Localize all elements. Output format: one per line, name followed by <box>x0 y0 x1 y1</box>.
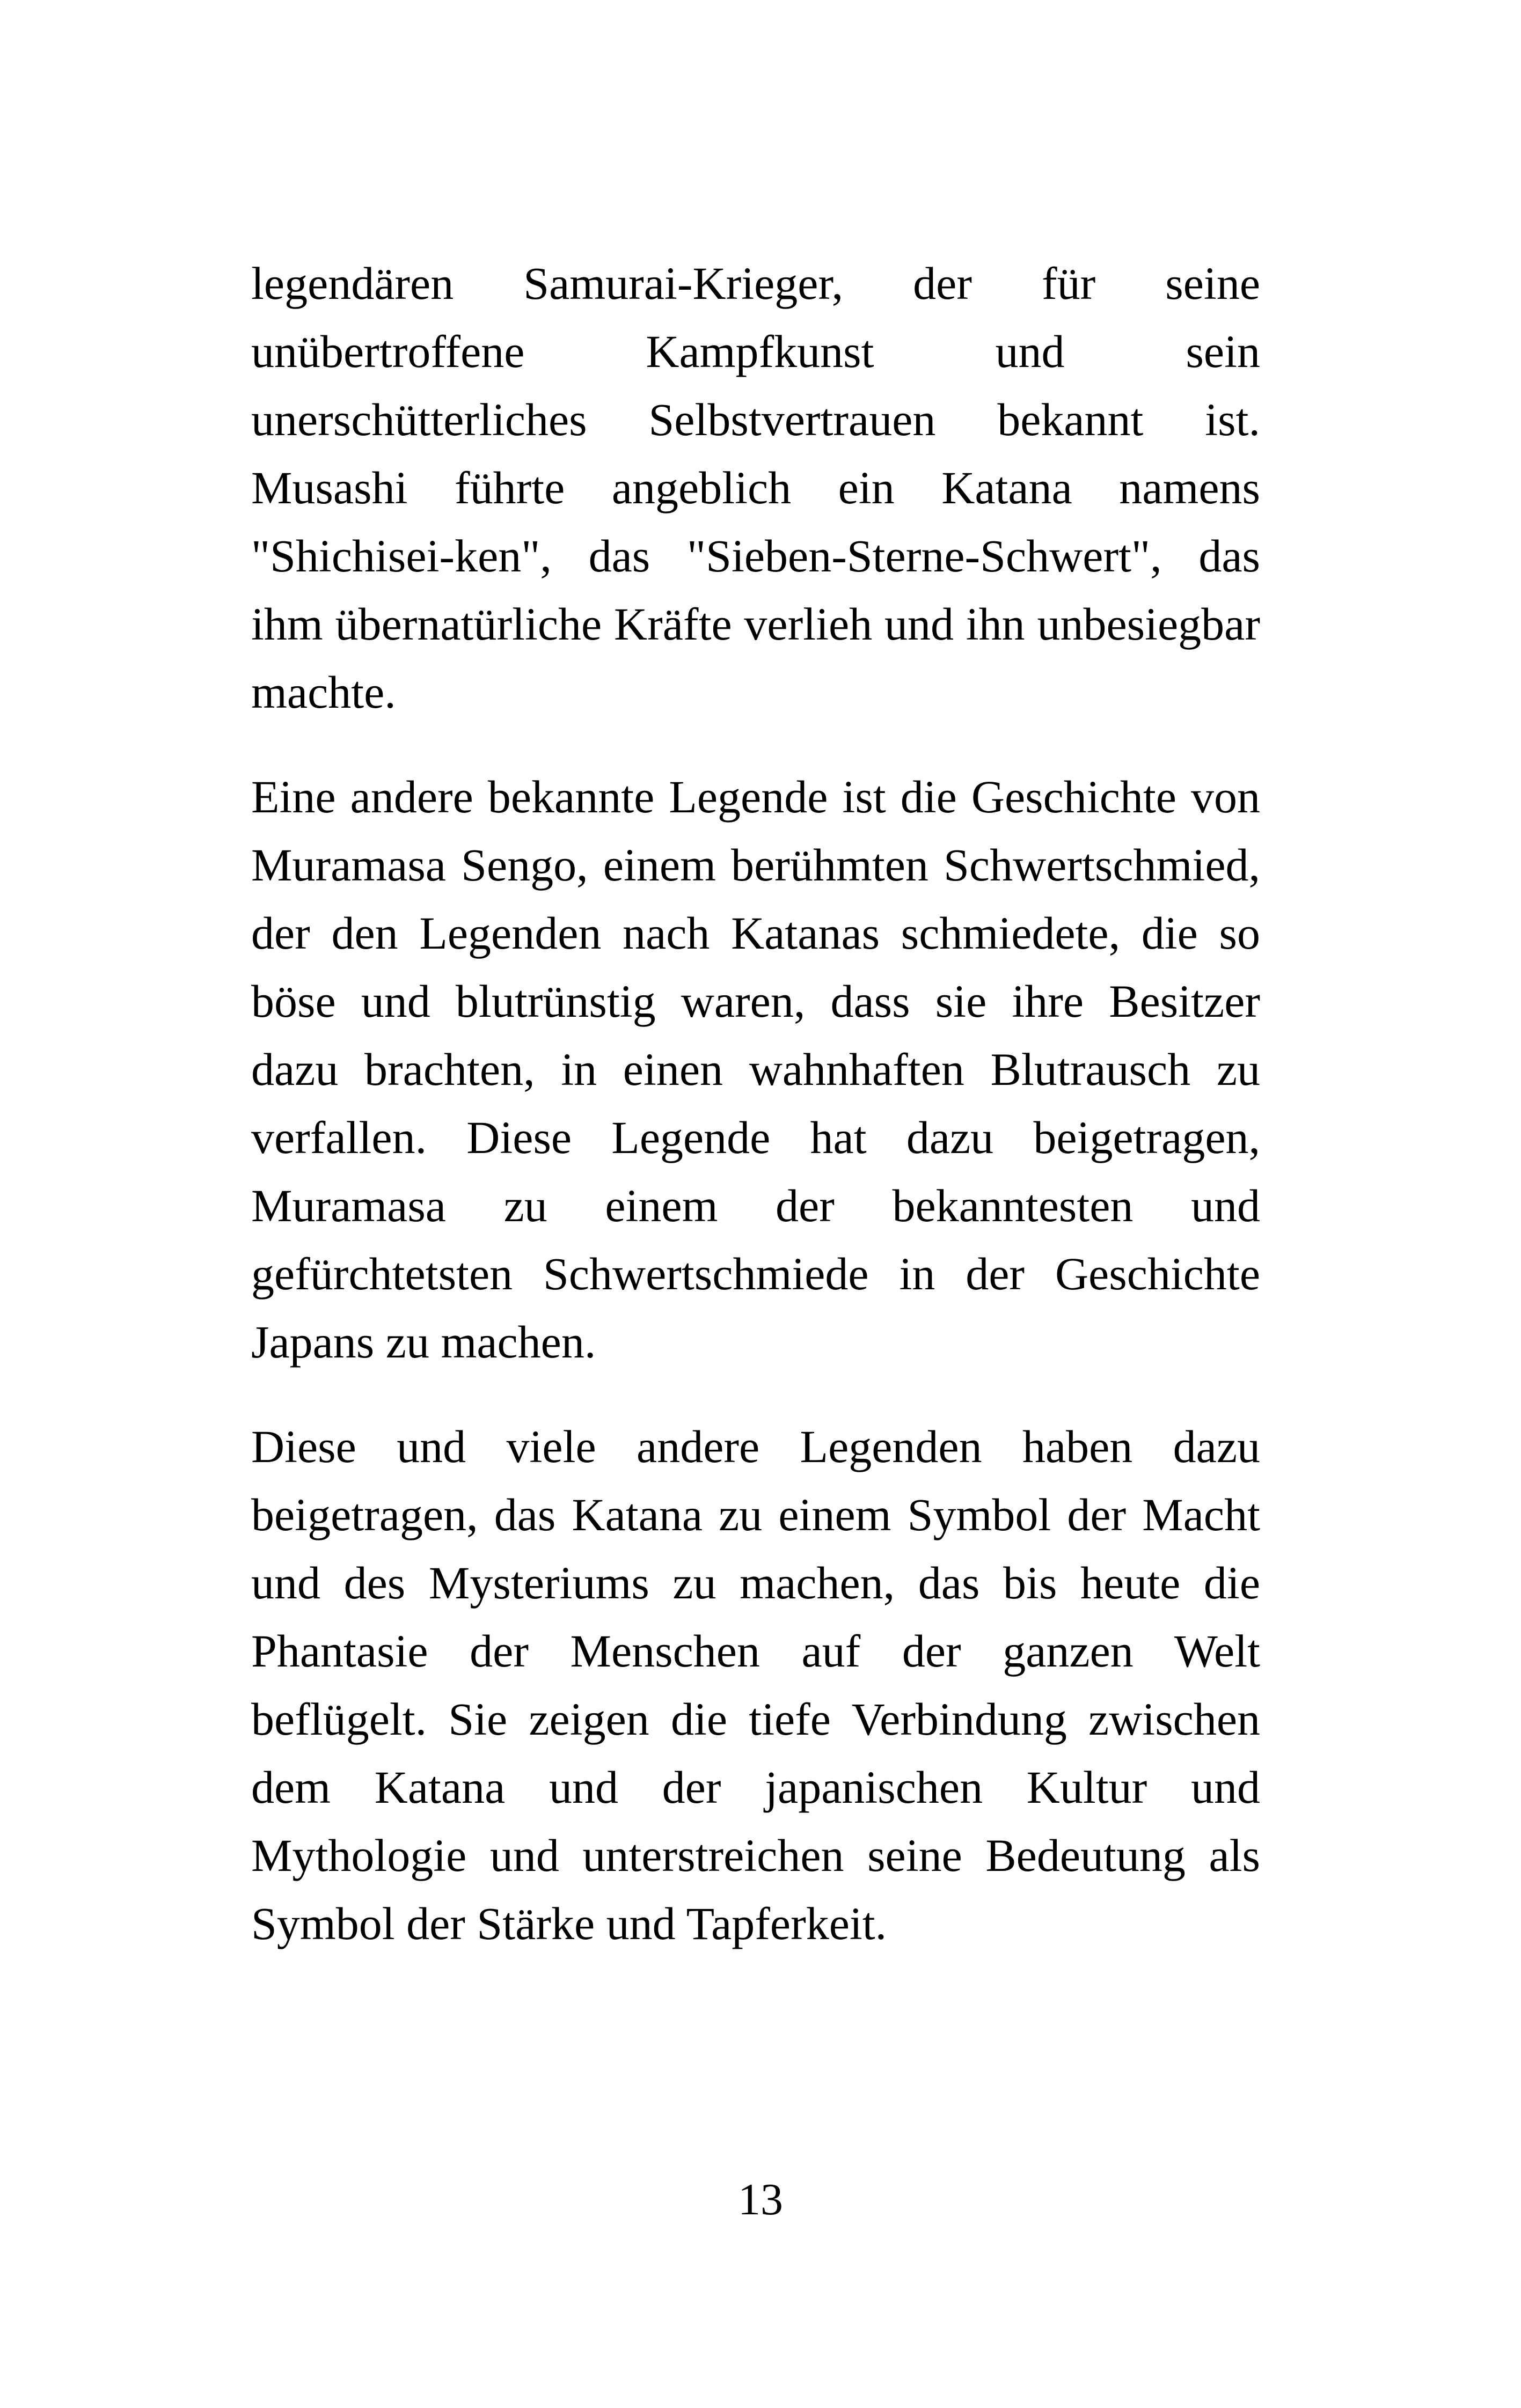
paragraph-conclusion: Diese und viele andere Legenden haben dazu beigetragen, das Katana zu einem Symbol der Macht und des Mysteriums zu machen, das bis heute die Phantasie der Menschen auf der ganzen Welt beflügelt. Sie zeigen die tiefe Verbindung zwischen dem Katana und der japanischen Kultur und Mythologie und unterstreichen seine Bedeutung als Symbol der Stärke und Tapferkeit. <box>251 1421 1260 1949</box>
body-text <box>251 249 1260 1958</box>
page-number: 13 <box>738 2175 783 2225</box>
paragraph-musashi: legendären Samurai-Krieger, der für seine unübertroffene Kampfkunst und sein unerschütterliches Selbstvertrauen bekannt ist. Musashi führte angeblich ein Katana namens "Shichisei-ken", das "Sieben-Sterne-Schwert", das ihm übernatürliche Kräfte verlieh und ihn unbesiegbar machte. <box>251 258 1260 718</box>
paragraph-muramasa: Eine andere bekannte Legende ist die Geschichte von Muramasa Sengo, einem berühmten Schwertschmied, der den Legenden nach Katanas schmiedete, die so böse und blutrünstig waren, dass sie ihre Besitzer dazu brachten, in einen wahnhaften Blutrausch zu verfallen. Diese Legende hat dazu beigetragen, Muramasa zu einem der bekanntesten und gefürchtetsten Schwertschmiede in der Geschichte Japans zu machen. <box>251 771 1260 1368</box>
